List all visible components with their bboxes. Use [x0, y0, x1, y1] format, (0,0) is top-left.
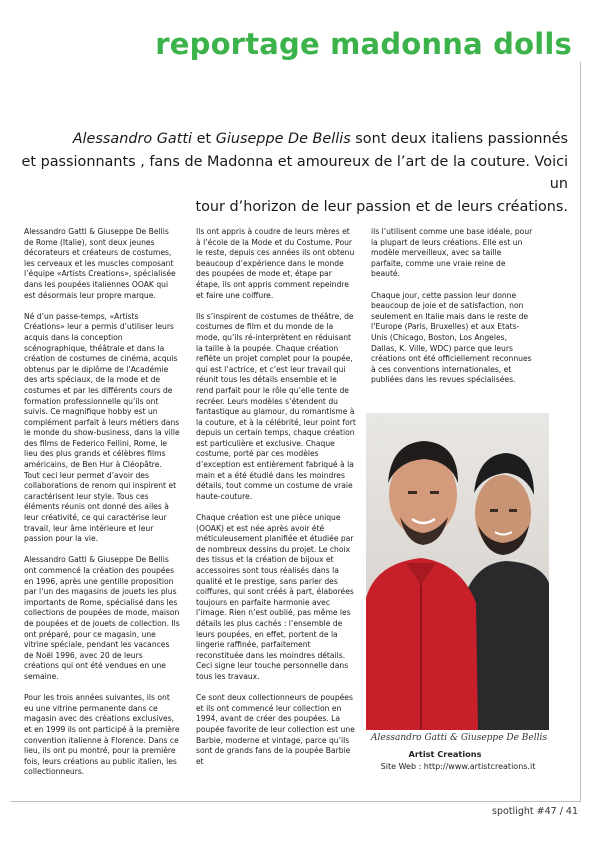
lead-line-2: et passionnants , fans de Madonna et amoureux de l’art de la couture. Voici un	[21, 153, 568, 192]
photo-caption-signature: Alessandro Gatti & Giuseppe De Bellis	[371, 733, 547, 743]
frame-line-bottom	[10, 801, 581, 802]
designers-photo-illustration	[366, 413, 549, 730]
article-paragraph: ils l’utilisent comme une base idéale, pour la plupart de leurs créations. Elle est un modèle merveilleux, avec sa taille parfaite, comme une vraie reine de beauté.	[371, 227, 533, 279]
lead-line-3: tour d’horizon de leur passion et de leurs créations.	[195, 198, 568, 215]
article-paragraph: Alessandro Gatti & Giuseppe De Bellis de Rome (Italie), sont deux jeunes décorateurs et créateurs de costumes, les cerveaux et les muscles composant l’équipe «Artists Creations», spécialisée dans les poupées italiennes OOAK qui est désormais leur propre marque.	[24, 227, 176, 300]
lead-paragraph	[20, 128, 568, 218]
designers-photo	[366, 413, 549, 730]
lead-line-1-rest: sont deux italiens passionnés	[350, 131, 568, 147]
article-paragraph: Ils ont appris à coudre de leurs mères et à l’école de la Mode et du Costume. Pour le reste, depuis ces années ils ont obtenu beaucoup d’expérience dans le monde des poupées de mode et, étape par étape, ils ont appris comment repeindre et faire une coiffure.	[196, 227, 355, 300]
article-paragraph: Chaque jour, cette passion leur donne beaucoup de joie et de satisfaction, non seulement en Italie mais dans le reste de l’Europe (Paris, Bruxelles) et aux Etats-Unis (Chicago, Boston, Los Angeles, Dallas, K. Ville, WDC) parce que leurs créations ont été officiellement reconnues à ces conventions internationales, et publiées dans les revues spécialisées.	[371, 290, 532, 385]
lead-join: et	[192, 131, 216, 147]
article-paragraph: Pour les trois années suivantes, ils ont eu une vitrine permanente dans ce magasin avec des créations exclusives, et en 1999 ils ont participé à la première convention italienne à Florence. Dans ce lieu, ils ont pu montré, pour la première fois, leurs créations au public italien, les collectionneurs.	[24, 693, 180, 777]
article-column-2	[196, 227, 356, 778]
article-paragraph: Né d’un passe-temps, «Artists Créations» leur a permis d’utiliser leurs acquis dans la conception scénographique, théâtrale et dans la création de costumes de cinéma, acquis obtenus par le diplôme de l’Académie des arts spéciaux, de la mode et de costumes et par les différents cours de formation professionnelle qu’ils ont suivis. Ce magnifique hobby est un complément parfait à leurs métiers dans le monde du show-business, dans la ville des films de Federico Fellini, Rome, le lieu des plus grands et célèbres films américains, de Ben Hur à Cléopâtre. Tout ceci leur permet d’avoir des collaborations de renom qui inspirent et caractérisent leur style. Tous ces éléments réunis ont donné des ailes à leur créativité, ce qui caractérise leur travail, leur âme intérieure et leur passion pour la vie.	[24, 311, 180, 544]
article-column-3	[371, 227, 533, 397]
frame-line-right	[580, 62, 581, 802]
photo-caption-name: Artist Creations	[408, 749, 482, 759]
lead-name-2: Giuseppe De Bellis	[215, 131, 351, 147]
page-title: reportage madonna dolls	[155, 27, 572, 61]
article-paragraph: Ce sont deux collectionneurs de poupées et ils ont commencé leur collection en 1994, avant de créer des poupées. La poupée favorite de leur collection est une Barbie, moderne et vintage, parce qu’ils sont de grands fans de la poupée Barbie et	[196, 693, 355, 766]
page-footer: spotlight #47 / 41	[492, 806, 578, 817]
lead-name-1: Alessandro Gatti	[72, 131, 193, 147]
article-paragraph: Chaque création est une pièce unique (OOAK) et est née après avoir été méticuleusement planifiée et étudiée par de nombreux dessins du projet. Le choix des tissus et la création de bijoux et accessoires sont tous réalisés dans la qualité et le prestige, sans parler des coiffures, qui sont créés à part, élaborées toujours en parfaite harmonie avec l’image. Rien n’est oublié, pas même les détails les plus cachés : l’ensemble de leurs poupées, en effet, portent de la lingerie raffinée, parfaitement reconstituée dans les moindres détails. Ceci signe leur touche personnelle dans tous les travaux.	[196, 513, 354, 681]
article-paragraph: Ils s’inspirent de costumes de théâtre, de costumes de film et du monde de la mode, qu’ils ré-interprètent en réduisant la taille à la poupée. Chaque création reflète un projet complet pour la poupée, qui est l’actrice, et c’est leur travail qui réunit tous les détails ensemble et le rend parfait pour le rôle qu’elle tente de recréer. Leurs modèles s’étendent du fantastique au glamour, du romantisme à la couture, et à la célébrité, leur point fort depuis un certain temps, chaque création est particulière et exclusive. Chaque costume, porté par ces modèles d’exception est entièrement fabriqué à la main et a été étudié dans les moindres détails, tout comme un costume de vraie haute-couture.	[196, 311, 356, 501]
photo-caption-website: Site Web : http://www.artistcreations.it	[380, 762, 536, 771]
article-paragraph: Alessandro Gatti & Giuseppe De Bellis ont commencé la création des poupées en 1996, après une gentille proposition par l’un des magasins de jouets les plus importants de Rome, spécialisé dans les collections de poupées de mode, maison de poupées et de jouets de collection. Ils ont préparé, pour ce magasin, une vitrine spéciale, pendant les vacances de Noël 1996, avec 20 de leurs créations qui ont été vendues en une semaine.	[24, 555, 180, 681]
article-column-1	[24, 227, 180, 788]
